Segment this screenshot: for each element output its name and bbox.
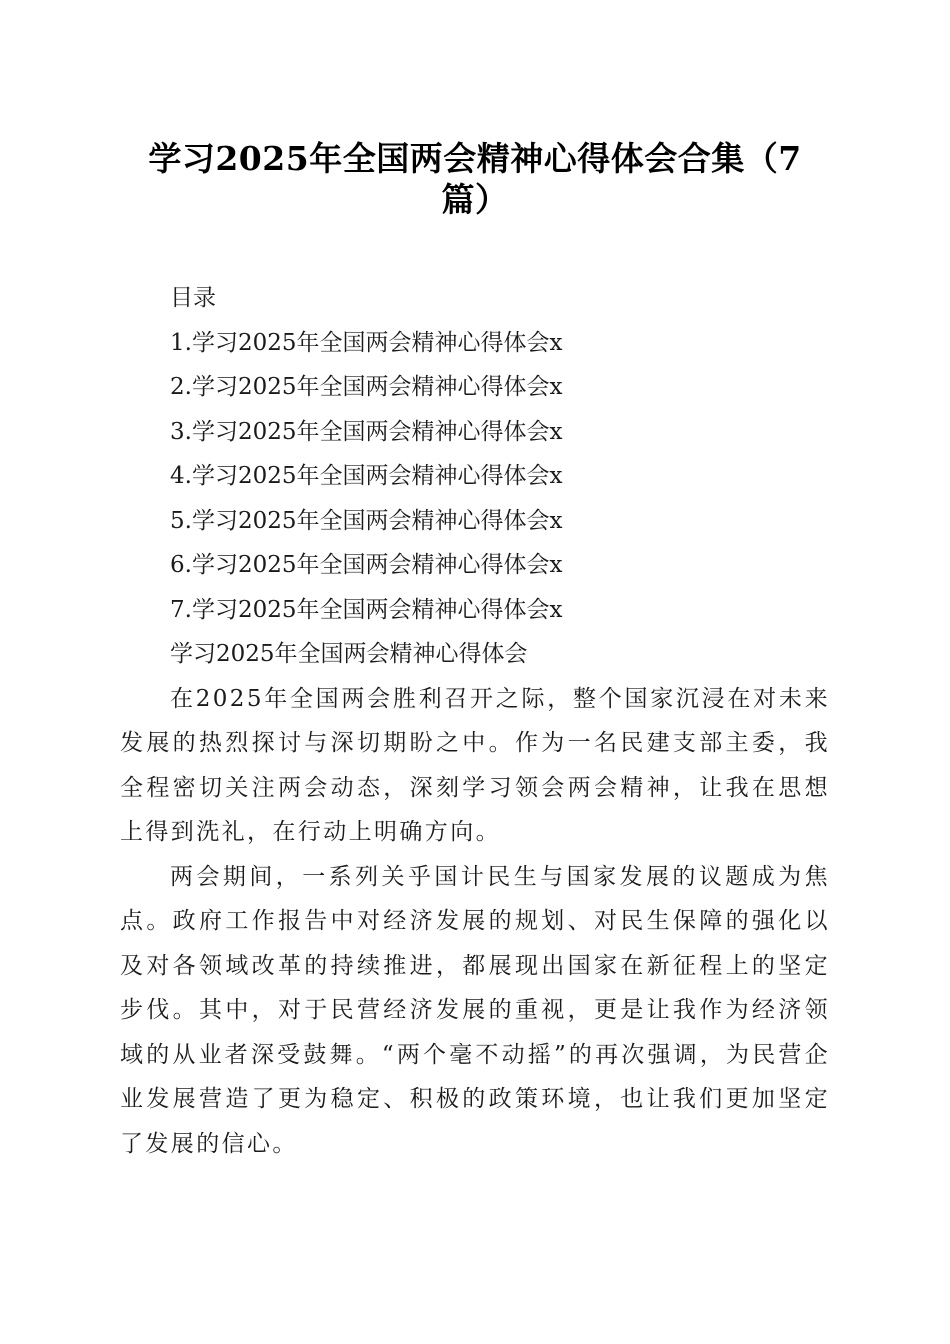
document-body — [120, 276, 830, 1166]
toc-heading: 目录 — [170, 285, 216, 311]
toc-item: 3.学习2025年全国两会精神心得体会x — [170, 418, 563, 445]
document-title — [120, 138, 830, 220]
section-heading: 学习2025年全国两会精神心得体会 — [170, 641, 528, 667]
title-line-2: 篇） — [441, 180, 509, 219]
title-line-1: 学习2025年全国两会精神心得体会合集（7 — [148, 139, 802, 178]
table-of-contents — [120, 321, 830, 633]
toc-item: 6.学习2025年全国两会精神心得体会x — [170, 552, 563, 578]
body-paragraph: 在2025年全国两会胜利召开之际，整个国家沉浸在对未来发展的热烈探讨与深切期盼之中。作为一名民建支部主委，我全程密切关注两会动态，深刻学习领会两会精神，让我在思想上得到洗礼，在行动上明确方向。 — [120, 685, 830, 845]
toc-item: 1.学习2025年全国两会精神心得体会x — [170, 329, 563, 356]
toc-item: 5.学习2025年全国两会精神心得体会x — [170, 507, 563, 534]
toc-item: 2.学习2025年全国两会精神心得体会x — [170, 374, 563, 400]
toc-item: 7.学习2025年全国两会精神心得体会x — [170, 596, 563, 623]
body-paragraph: 两会期间，一系列关乎国计民生与国家发展的议题成为焦点。政府工作报告中对经济发展的规划、对民生保障的强化以及对各领域改革的持续推进，都展现出国家在新征程上的坚定步伐。其中，对于民营经济发展的重视，更是让我作为经济领域的从业者深受鼓舞。“两个毫不动摇”的再次强调，为民营企业发展营造了更为稳定、积极的政策环境，也让我们更加坚定了发展的信心。 — [120, 863, 830, 1157]
toc-item: 4.学习2025年全国两会精神心得体会x — [170, 463, 563, 489]
